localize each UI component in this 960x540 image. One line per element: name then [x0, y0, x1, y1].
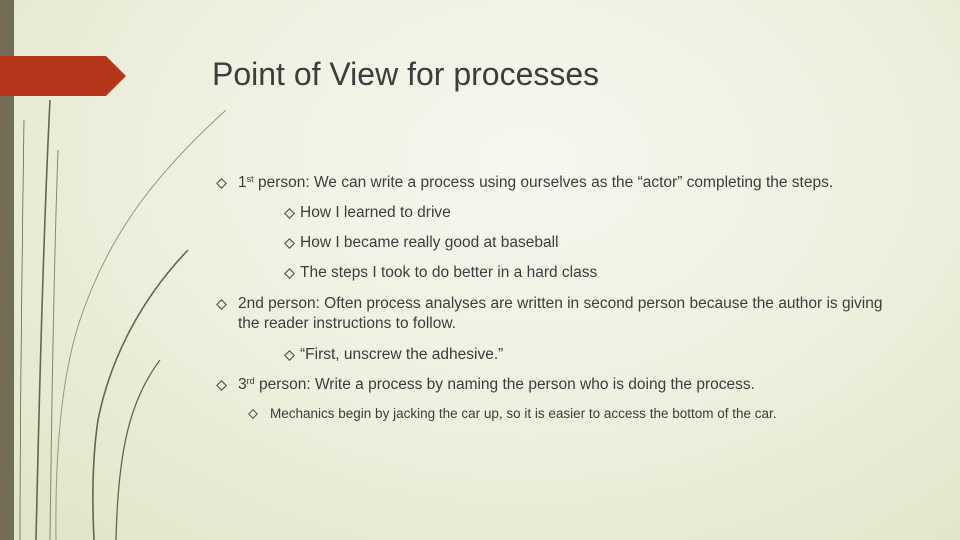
- diamond-outline-icon: [284, 345, 300, 365]
- title-accent-arrow: [0, 56, 126, 96]
- bullet-text: [238, 173, 833, 193]
- diamond-outline-icon: [284, 263, 300, 283]
- bullet-third-person: [214, 375, 934, 395]
- diamond-outline-icon: [214, 173, 238, 193]
- sub-bullet-text: How I became really good at baseball: [300, 234, 559, 251]
- sub-bullet: [284, 263, 884, 283]
- diamond-outline-icon: [214, 294, 238, 314]
- diamond-outline-icon: [284, 233, 300, 253]
- bullet-text: [238, 375, 755, 395]
- sub-bullet-text: Mechanics begin by jacking the car up, so it is easier to access the bottom of the car.: [270, 406, 777, 421]
- sub-bullet: [284, 203, 884, 223]
- bullet-first-person: [214, 173, 934, 193]
- ordinal-number: 3: [238, 376, 247, 393]
- sub-bullet-text: How I learned to drive: [300, 204, 451, 221]
- sub-bullet-text: “First, unscrew the adhesive.”: [300, 346, 504, 363]
- sub-bullet: [284, 345, 884, 365]
- diamond-outline-icon: [284, 203, 300, 223]
- sub-bullet-text: The steps I took to do better in a hard class: [300, 264, 598, 281]
- bullet-body: person: We can write a process using ourselves as the “actor” completing the steps.: [253, 174, 834, 191]
- diamond-outline-icon: [248, 404, 270, 424]
- bullet-second-person: [214, 294, 914, 334]
- diamond-outline-icon: [214, 375, 238, 395]
- ordinal-suffix: rd: [246, 376, 255, 386]
- ordinal-number: 1: [238, 174, 247, 191]
- bullet-body: person: Write a process by naming the person who is doing the process.: [254, 376, 755, 393]
- slide-title: Point of View for processes: [212, 56, 600, 92]
- bullet-body: 2nd person: Often process analyses are written in second person because the author is giving the reader instructions to follow.: [238, 295, 883, 332]
- ordinal-suffix: st: [246, 174, 254, 184]
- sub-bullet: [248, 404, 928, 424]
- sub-bullet: [284, 233, 884, 253]
